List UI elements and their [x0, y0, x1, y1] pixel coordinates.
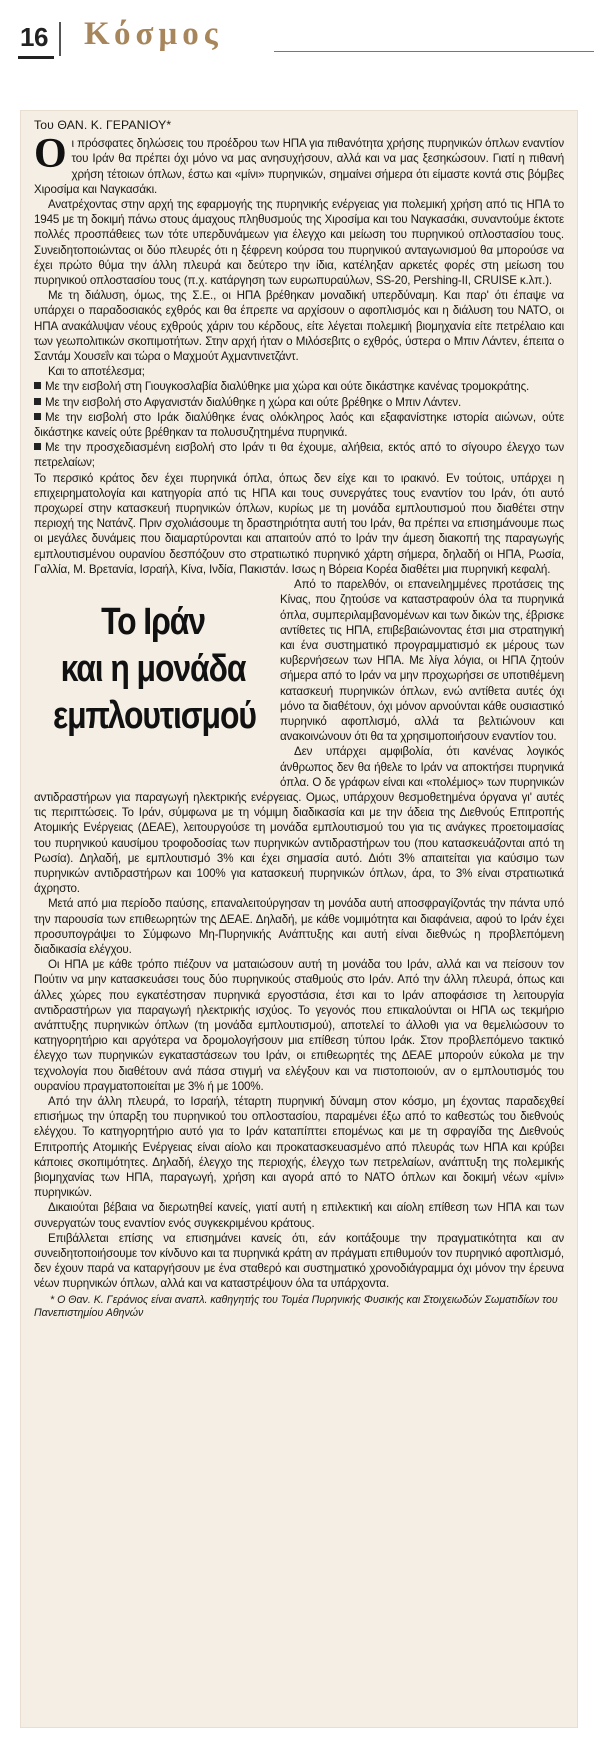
bullet-item: Με την εισβολή στο Ιράκ διαλύθηκε ένας ολόκληρος λαός και εξαφανίστηκε ιστορία αιώνων, ούτε δικάστηκε κανείς ούτε βρέθηκαν τα πολυσυζητημένα πυρηνικά. — [34, 410, 564, 440]
paragraph: Οι ΗΠΑ με κάθε τρόπο πιέζουν να ματαιώσουν αυτή τη μονάδα του Ιράν, αλλά και να πείσουν τον Πούτιν να μην κατασκευάσει τους δύο πυρηνικούς σταθμούς στο Ιράν. Από την άλλη πλευρά, όπως και άλλες χώρες που εγκατέστησαν πυρηνικά εργοστάσια, έτσι και το Ιράν αποφάσισε τη λειτουργία αντιδραστήρων για παραγωγή ηλεκτρικής ισχύος. Το γεγονός που επικαλούνται οι ΗΠΑ ως τεκμήριο ανάπτυξης πυρηνικών όπλων (τη μονάδα εμπλουτισμού), αποτελεί το άλλοθι για να θεμελιώσουν το κατηγορητήριο και αργότερα να δρομολογήσουν μια επίθεση τύπου Ιράκ. Στον προβλεπόμενο τακτικό έλεγχο των πυρηνικών εγκαταστάσεων του Ιράν, οι επιθεωρητές της ΔΕΑΕ μπορούν εύκολα με την τεχνολογία που διαθέτουν ανά πάσα στιγμή να ελέγξουν και να πιστοποιούν, αν ο εμπλουτισμός του ουρανίου πραγματοποιείται με 3% ή με 100%. — [34, 958, 564, 1093]
page-number-underline — [18, 56, 54, 59]
paragraph: Με τη διάλυση, όμως, της Σ.Ε., οι ΗΠΑ βρέθηκαν μοναδική υπερδύναμη. Και παρ' ότι έπαψε να υπάρχει ο παραδοσιακός εχθρός και θα έπρεπε να αρχίσουν ο αφοπλισμός και η διάλυση του ΝΑΤΟ, οι ΗΠΑ ανακάλυψαν νέους εχθρούς χάριν του κέρδους, είτε λέγεται πολεμική βιομηχανία είτε πετρέλαιο και των γεωπολιτικών σκοπιμοτήτων. Στην αρχή ήταν ο Μιλόσεβιτς ο εχθρός, ύστερα ο Μπιν Λάντεν, έπειτα ο Σαντάμ Χουσεΐν και τώρα ο Μαχμούτ Αχμαντινετζάντ. — [34, 289, 564, 364]
page-number: 16 — [20, 22, 48, 52]
paragraph: Επιβάλλεται επίσης να επισημάνει κανείς ότι, εάν κοιτάξουμε την πραγματικότητα και αν συνειδητοποιήσουμε τον κίνδυνο και τα πυρηνικά κράτη αν πράγματι επιθυμούν τον πυρηνικό αφοπλισμό, δεν έχουν παρά να καταργήσουν με ένα σταθερό και συστηματικό χρονοδιάγραμμα όχι μόνον την έρευνα νέων πυρηνικών όπλων, αλλά και να καταστρέψουν όλα τα υπάρχοντα. — [34, 1231, 564, 1291]
section-title: Κόσμος — [84, 16, 223, 52]
lead-paragraph — [34, 131, 564, 197]
bullet-item: Με την εισβολή στη Γιουγκοσλαβία διαλύθηκε μια χώρα και ούτε δικάστηκε κανένας τρομοκράτης. — [34, 379, 564, 394]
paragraph: Και το αποτέλεσμα; — [48, 365, 145, 379]
paragraph: Δεν υπάρχει αμφιβολία, ότι κανένας λογικός άνθρωπος δεν θα ήθελε το Ιράν να αποκτήσει πυρηνικά όπλα. Ο δε γράφων είναι και «πολέμιος» των πυρηνικών αντιδραστήρων για παραγωγή ηλεκτρικής ενέργειας. Ομως, υπάρχουν θεσμοθετημένα όργανα γι' αυτές τις περιπτώσεις. Το Ιράν, σύμφωνα με τη νόμιμη διαδικασία και με την άδεια της Διεθνούς Επιτροπής Ατομικής Ενέργειας (ΔΕΑΕ), λειτουργούσε τη μονάδα εμπλουτισμού του για τις ανάγκες προετοιμασίας του πυρηνικού καυσίμου τροφοδοσίας των πυρηνικών αντιδραστήρων του (που κατασκευάζονται από τη Ρωσία). Δηλαδή, με εμπλουτισμό 3% και έχει σημασία αυτό. Διότι 3% απαιτείται για καύσιμο των πυρηνικών αντιδραστήρων και 100% για κατασκευή πυρηνικών όπλων, άρα, το 3% είναι στρατιωτικά άχρηστο. — [34, 745, 564, 896]
bullet-item: Με την εισβολή στο Αφγανιστάν διαλύθηκε η χώρα και ούτε βρέθηκε ο Μπιν Λάντεν. — [34, 395, 564, 410]
header-rule — [274, 51, 594, 52]
article-body — [34, 118, 564, 1320]
subheading-line: Το Ιράν — [101, 601, 205, 644]
lead-text: ι πρόσφατες δηλώσεις του προέδρου των ΗΠΑ για πιθανότητα χρήσης πυρηνικών όπλων εναντίον του Ιράν θα πρέπει όχι μόνο να μας ανησυχήσουν, αλλά και να μας ξεσηκώσουν. Γιατί η πιθανή χρήση τέτοιων όπλων, έστω και «μίνι» πυρηνικών, σημαίνει σήμερα ότι είμαστε κοντά στις βόμβες Χιροσίμα και Ναγκασάκι. — [34, 137, 564, 196]
byline: Του ΘΑΝ. Κ. ΓΕΡΑΝΙΟΥ* — [34, 118, 172, 132]
subheading — [34, 581, 272, 777]
subheading-line: και η μονάδα — [60, 648, 246, 691]
paragraph: Μετά από μια περίοδο παύσης, επαναλειτούργησαν τη μονάδα αυτή αποσφραγίζοντάς την πάντα υπό την παρουσία των επιθεωρητών της ΔΕΑΕ. Δηλαδή, με κάθε νομιμότητα και διαφάνεια, αφού το Ιράν έχει προσυπογράψει το Σύμφωνο Μη-Πυρηνικής Ανάπτυξης και αυτή είναι διεθνώς η προβλεπόμενη διαδικασία ελέγχου. — [34, 897, 564, 956]
header-divider — [59, 22, 61, 56]
subheading-line: εμπλουτισμού — [53, 695, 256, 738]
paragraph: Το περσικό κράτος δεν έχει πυρηνικά όπλα, όπως δεν είχε και το ιρακινό. Εν τούτοις, υπάρχει η επιχειρηματολογία και κατηγορία από τις ΗΠΑ και τους συνεργάτες τους εναντίον του Ιράν, ότι αυτό προχωρεί στην κατασκευή πυρηνικών όπλων, κυρίως με τη μονάδα εμπλουτισμού που διαθέτει στην περιοχή της Νατάνζ. Πριν σχολιάσουμε τη δραστηριότητα αυτή του Ιράν, θα πρέπει να επισημάνουμε πως οι μεγάλες δυνάμεις που διαμαρτύρονται και απαιτούν από το Ιράν την άμεση διακοπή της παραγωγής εμπλουτισμένου ουρανίου δεσπόζουν στο στρατιωτικό πυρηνικό χάρτη σήμερα, δηλαδή οι ΗΠΑ, Ρωσία, Γαλλία, Μ. Βρετανία, Ισραήλ, Κίνα, Ινδία, Πακιστάν. Ισως η Βόρεια Κορέα διαθέτει μια πυρηνική κεφαλή. — [34, 471, 564, 576]
drop-cap: O — [34, 131, 67, 178]
paragraph: Ανατρέχοντας στην αρχή της εφαρμογής της πυρηνικής ενέργειας για πολεμική χρήση από τις ΗΠΑ το 1945 με τη δοκιμή πάνω στους άμαχους πληθυσμούς της Χιροσίμα και του Ναγκασάκι, συναντούμε έκτοτε πολλές προσπάθειες των τότε υπερδυνάμεων για έλεγχο και μείωση του πυρηνικού οπλοστασίου τους. Συνειδητοποιώντας οι δύο πλευρές ότι η ξέφρενη κούρσα του πυρηνικού ανταγωνισμού θα μπορούσε να έχει πρώτο θύμα την άλλη πλευρά και δεύτερο την ίδια, κατέληξαν αρκετές φορές στη μείωση του πυρηνικού οπλοστασίου τους (π.χ. κατάργηση των ευρωπυραύλων, SS-20, Pershing-II, CRUISE κ.λπ.). — [34, 198, 564, 288]
square-bullet-icon — [34, 443, 41, 450]
page-header — [14, 18, 592, 64]
paragraph: Δικαιούται βέβαια να διερωτηθεί κανείς, γιατί αυτή η επιλεκτική και αίολη επίθεση των ΗΠΑ και των συνεργατών τους εναντίον ενός συγκεκριμένου κράτους. — [34, 1201, 564, 1230]
paragraph: Από το παρελθόν, οι επανειλημμένες προτάσεις της Κίνας, που ζητούσε να καταστραφούν όλα τα πυρηνικά όπλα, συμπεριλαμβανομένων και των δικών της, έβρισκε αντίθετες τις ΗΠΑ, επιβεβαιώνοντας έτσι μια στρατηγική και ένα συστηματικό προγραμματισμό εκ μέρους των κυβερνήσεων των ΗΠΑ. Με λίγα λόγια, οι ΗΠΑ ζητούν σήμερα από το Ιράν να μην προχωρήσει σε υποτιθέμενη κατασκευή πυρηνικών όπλων, ενώ αντίθετα αυτές όχι μόνο τα διαθέτουν, όχι μόνον αρνούνται κάθε ουσιαστικό πυρηνικό αφοπλισμό, αλλά τα βελτιώνουν και ανακοινώνουν ότι θα τα χρησιμοποιήσουν εναντίον του. — [280, 578, 564, 744]
bullet-item: Με την προσχεδιασμένη εισβολή στο Ιράν τι θα έχουμε, αλήθεια, εκτός από το σίγουρο έλεγχο των πετρελαίων; — [34, 441, 564, 470]
article-clipping — [20, 110, 578, 1728]
author-footnote: * Ο Θαν. Κ. Γεράνιος είναι αναπλ. καθηγητής του Τομέα Πυρηνικής Φυσικής και Στοιχειωδών Σωματιδίων του Πανεπιστημίου Αθηνών — [34, 1293, 558, 1320]
square-bullet-icon — [34, 398, 41, 405]
square-bullet-icon — [34, 413, 41, 420]
paragraph: Από την άλλη πλευρά, το Ισραήλ, τέταρτη πυρηνική δύναμη στον κόσμο, μη έχοντας παραδεχθεί επισήμως την ύπαρξη του πυρηνικού του οπλοστασίου, παραμένει έξω από το καθεστώς του διεθνούς ελέγχου. Το κατηγορητήριο αυτό για το Ιράν καταπίπτει επομένως και με τη σφραγίδα της Διεθνούς Επιτροπής Ατομικής Ενέργειας είναι αίολο και προκατασκευασμένο από πλευράς των ΗΠΑ και κρύβει κάποιες σκοπιμότητες. Δηλαδή, έλεγχο της περιοχής, έλεγχο των πετρελαίων, ανάπτυξη της πολεμικής βιομηχανίας των ΗΠΑ, παραγωγή, χρήση και αγορά από το ΝΑΤΟ όπλων και δοκιμή νέων «μίνι» πυρηνικών. — [34, 1095, 564, 1200]
square-bullet-icon — [34, 382, 41, 389]
